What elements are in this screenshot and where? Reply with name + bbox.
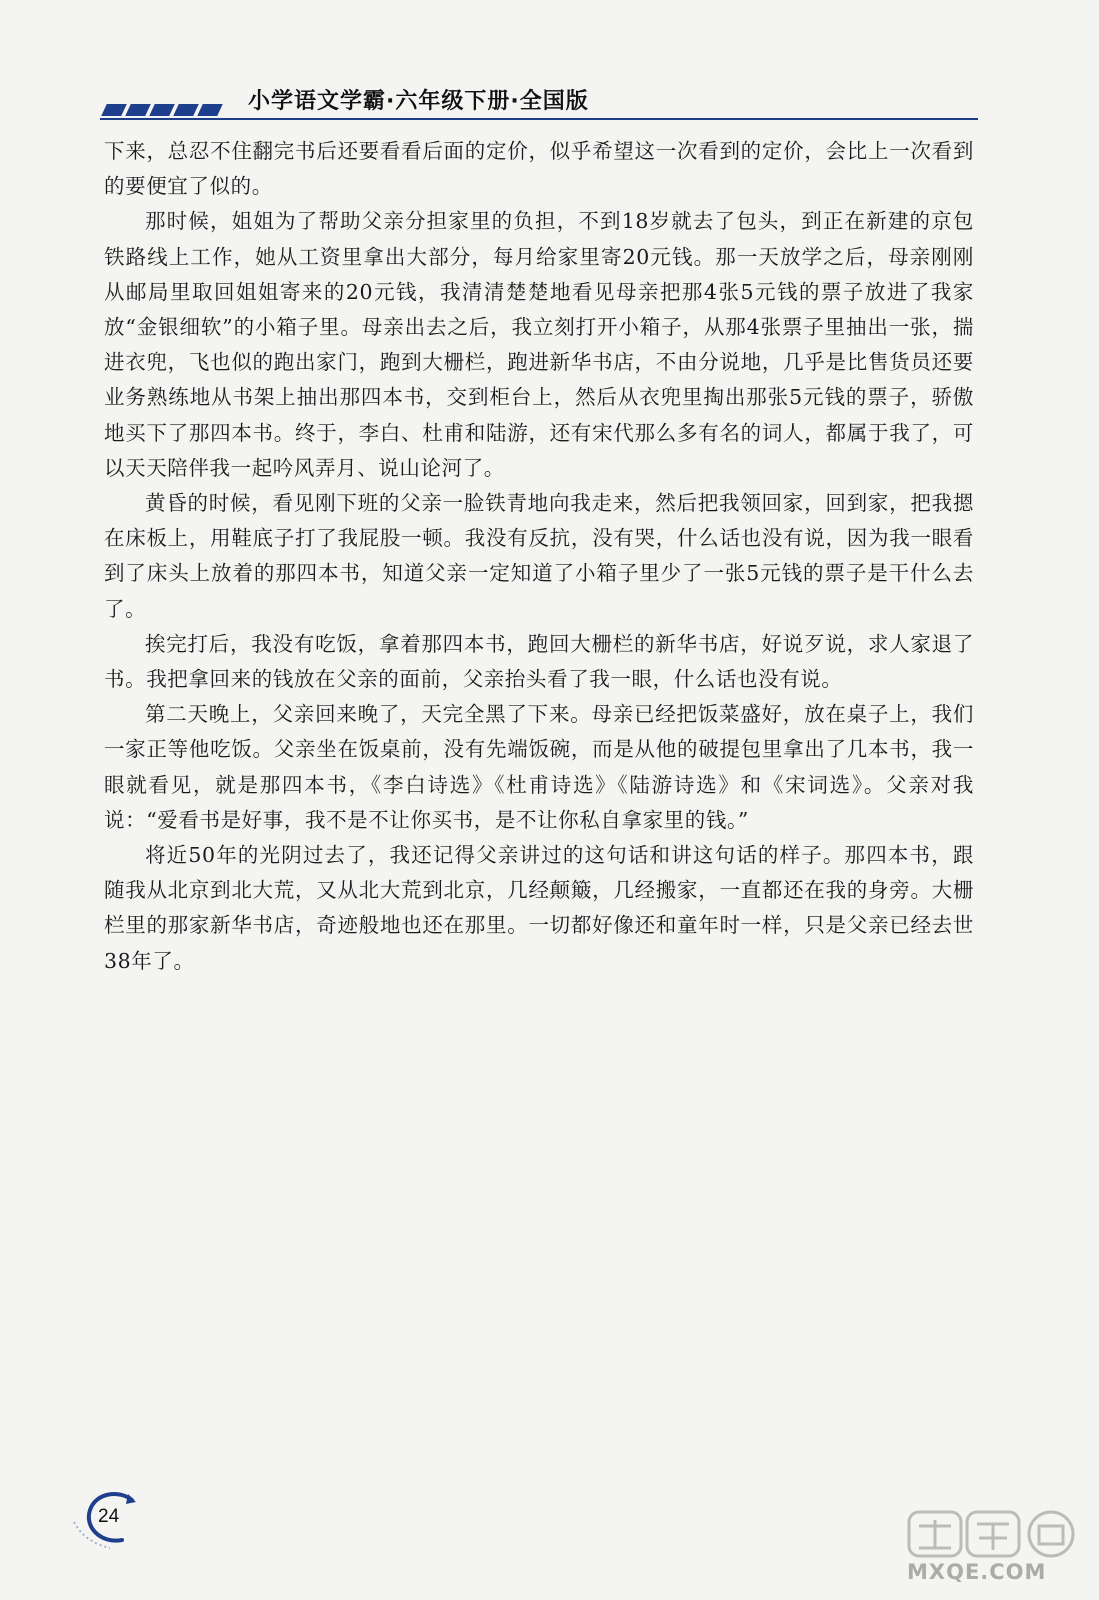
page-header xyxy=(0,78,1099,126)
page-number-badge xyxy=(70,1482,150,1552)
paragraph-2: 那时候，姐姐为了帮助父亲分担家里的负担，不到18岁就去了包头，到正在新建的京包铁路线上工作，她从工资里拿出大部分，每月给家里寄20元钱。那一天放学之后，母亲刚刚从邮局里取回姐姐寄来的20元钱，我清清楚楚地看见母亲把那4张5元钱的票子放进了我家放“金银细软”的小箱子里。母亲出去之后，我立刻打开小箱子，从那4张票子里抽出一张，揣进衣兜，飞也似的跑出家门，跑到大栅栏，跑进新华书店，不由分说地，几乎是比售货员还要业务熟练地从书架上抽出那四本书，交到柜台上，然后从衣兜里掏出那张5元钱的票子，骄傲地买下了那四本书。终于，李白、杜甫和陆游，还有宋代那么多有名的词人，都属于我了，可以天天陪伴我一起吟风弄月、说山论河了。 xyxy=(104,209,974,480)
header-rule xyxy=(100,118,978,120)
header-decoration-bars xyxy=(100,104,230,118)
watermark-logo xyxy=(905,1508,1085,1560)
watermark-site: MXQE.COM xyxy=(907,1560,1047,1584)
paragraph-4: 挨完打后，我没有吃饭，拿着那四本书，跑回大栅栏的新华书店，好说歹说，求人家退了书。我把拿回来的钱放在父亲的面前，父亲抬头看了我一眼，什么话也没有说。 xyxy=(104,631,974,692)
book-title: 小学语文学霸·六年级下册·全国版 xyxy=(248,89,589,114)
article-body xyxy=(104,134,974,979)
page-number: 24 xyxy=(98,1506,120,1527)
paragraph-3: 黄昏的时候，看见刚下班的父亲一脸铁青地向我走来，然后把我领回家，回到家，把我摁在床板上，用鞋底子打了我屁股一顿。我没有反抗，没有哭，什么话也没有说，因为我一眼看到了床头上放着的那四本书，知道父亲一定知道了小箱子里少了一张5元钱的票子是干什么去了。 xyxy=(104,491,974,621)
paragraph-1: 下来，总忍不住翻完书后还要看看后面的定价，似乎希望这一次看到的定价，会比上一次看到的要便宜了似的。 xyxy=(104,139,974,199)
paragraph-6: 将近50年的光阴过去了，我还记得父亲讲过的这句话和讲这句话的样子。那四本书，跟随我从北京到北大荒，又从北大荒到北京，几经颠簸，几经搬家，一直都还在我的身旁。大栅栏里的那家新华书店，奇迹般地也还在那里。一切都好像还和童年时一样，只是父亲已经去世38年了。 xyxy=(104,843,974,973)
watermark xyxy=(905,1508,1085,1588)
paragraph-5: 第二天晚上，父亲回来晚了，天完全黑了下来。母亲已经把饭菜盛好，放在桌子上，我们一家正等他吃饭。父亲坐在饭桌前，没有先端饭碗，而是从他的破提包里拿出了几本书，我一眼就看见，就是那四本书，《李白诗选》《杜甫诗选》《陆游诗选》和《宋词选》。父亲对我说：“爱看书是好事，我不是不让你买书，是不让你私自拿家里的钱。” xyxy=(104,702,974,832)
